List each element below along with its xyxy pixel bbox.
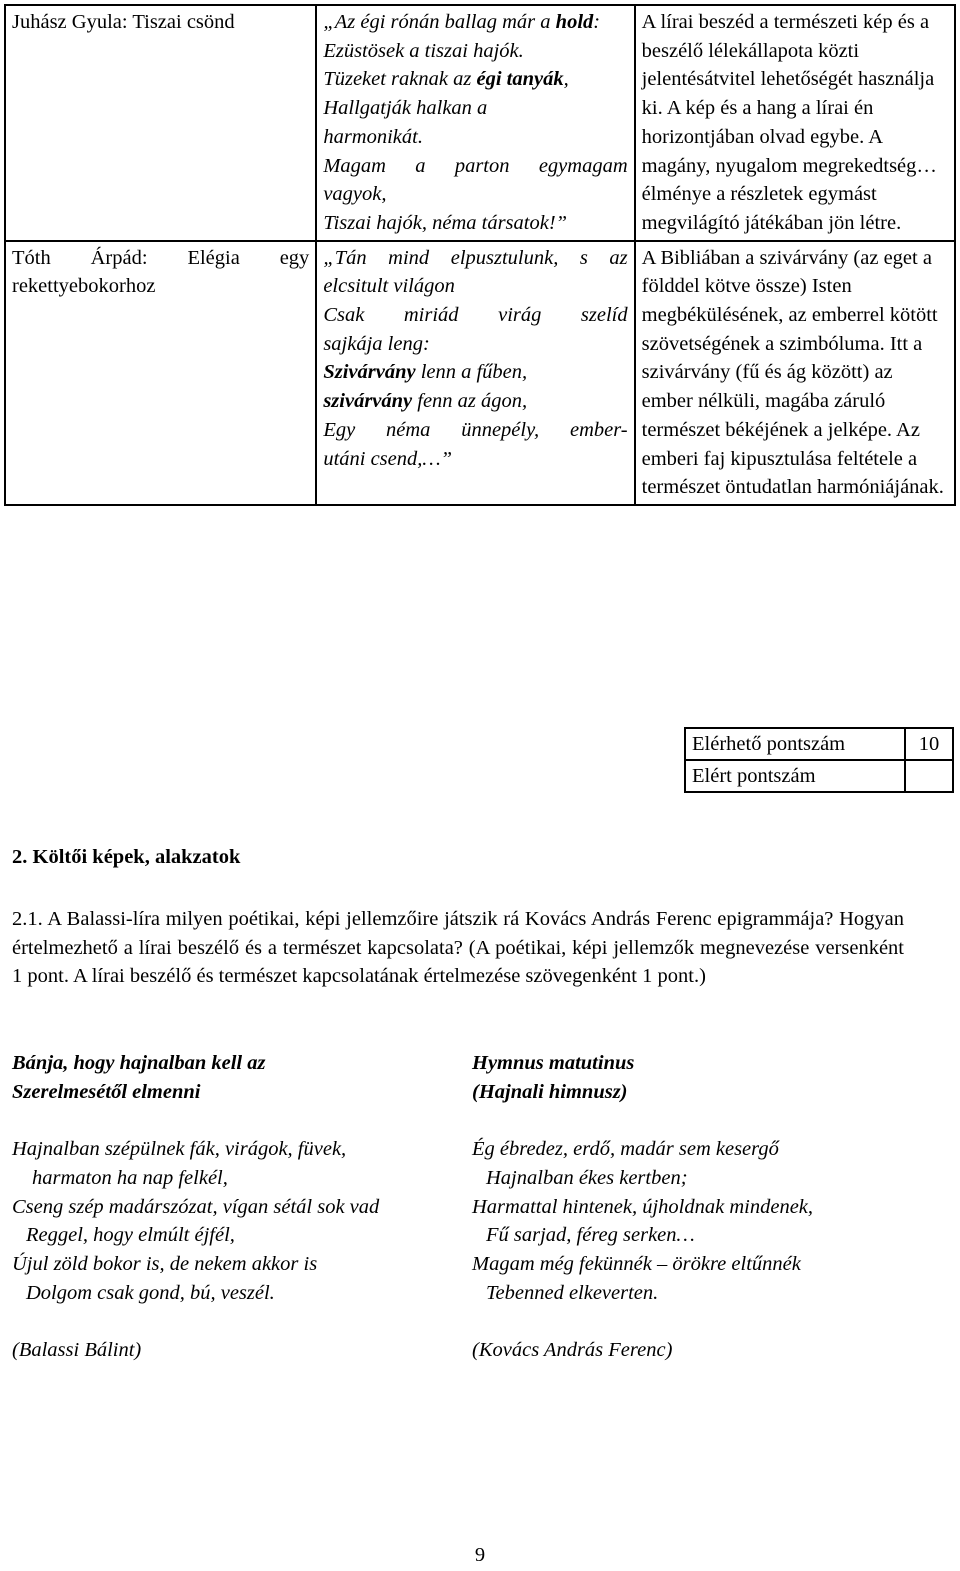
available-score-value: 10 (905, 728, 953, 760)
quote-text: sajkája leng: (323, 332, 430, 355)
poem-line: Fű sarjad, féreg serken… (486, 1224, 695, 1247)
quote-text: Hallgatják halkan a (323, 97, 488, 120)
poem-title-line: Bánja, hogy hajnalban kell az (12, 1052, 266, 1074)
score-available-row (685, 728, 953, 760)
comparison-table (4, 4, 956, 506)
quote-line (323, 65, 627, 94)
page-number: 9 (474, 1544, 486, 1566)
poem-line: Hajnalban ékes kertben; (486, 1166, 688, 1189)
quote-line (323, 94, 627, 123)
quote-text: : (593, 11, 601, 33)
quote-text: harmonikát. (323, 125, 423, 148)
quote-text: Ezüstösek a tiszai hajók. (323, 39, 524, 62)
quote-emphasis: Szivárvány (323, 361, 416, 384)
quote-text: „Az égi rónán ballag már a (323, 11, 556, 33)
quote-line (323, 330, 627, 359)
achieved-score-value[interactable] (905, 760, 953, 792)
work-title-cell: Tóth Árpád: Elégia egy rekettyebokorhoz (5, 241, 316, 505)
quote-text: fenn az ágon, (412, 390, 528, 413)
quote-line (323, 358, 627, 387)
poem-line: harmaton ha nap felkél, (32, 1166, 228, 1189)
work-title-cell: Juhász Gyula: Tiszai csönd (5, 5, 316, 241)
quote-text: elcsitult világon (323, 275, 455, 298)
task-text: 2.1. A Balassi-líra milyen poétikai, képi jellemzőire játszik rá Kovács András Ferenc epigrammája? Hogyan értelmezhető a lírai beszélő és a természet kapcsolata? (A poétikai, képi jellemzők megnevezése versenként 1 pont. A lírai beszélő és természet kapcsolatának értelmezése szövegenként 1 pont.) (12, 908, 904, 988)
quote-line (323, 445, 627, 474)
poem-kovacs (472, 1049, 942, 1365)
quote-line (323, 416, 627, 445)
poem-balassi (12, 1049, 467, 1365)
quote-text: lenn a fűben, (415, 361, 528, 384)
poem-line: Újul zöld bokor is, de nekem akkor is (12, 1252, 318, 1275)
quote-text: Egy néma ünnepély, ember- (323, 418, 628, 441)
quote-text: Tiszai hajók, néma társatok!” (323, 211, 568, 234)
available-score-label: Elérhető pontszám (685, 728, 905, 760)
poem-line: Ég ébredez, erdő, madár sem kesergő (472, 1138, 779, 1161)
interpretation-cell: A Bibliában a szivárvány (az eget a földdel kötve össze) Isten megbékülésének, az emberrel kötött szövetségének a szimbóluma. Itt a szivárvány (fű és ág között) az ember nélküli, magába záruló természet békéjének a jelképe. Az emberi faj kipusztulása feltétele a természet öntudatlan harmóniájának. (635, 241, 955, 505)
quote-emphasis: égi tanyák (476, 68, 564, 91)
poem-line: Cseng szép madárszózat, vígan sétál sok vad (12, 1195, 380, 1218)
quote-line (323, 152, 627, 181)
quote-line (323, 244, 627, 273)
poem-author: (Balassi Bálint) (12, 1339, 142, 1361)
poem-line: Harmattal hintenek, újholdnak mindenek, (472, 1195, 814, 1218)
quote-line (323, 301, 627, 330)
quote-line (323, 123, 627, 152)
quote-emphasis: szivárvány (323, 390, 413, 413)
quote-emphasis: hold (555, 11, 594, 33)
quote-line (323, 180, 627, 209)
quote-text: vagyok, (323, 183, 387, 206)
poem-author: (Kovács András Ferenc) (472, 1339, 673, 1361)
quote-line (323, 37, 627, 66)
poem-title-line: (Hajnali himnusz) (472, 1080, 628, 1103)
poem-line: Dolgom csak gond, bú, veszél. (26, 1281, 275, 1304)
interpretation-cell: A lírai beszéd a természeti kép és a beszélő lélekállapota közti jelentésátvitel lehetőségét használja ki. A kép és a hang a lírai én horizontjában olvad egybe. A magány, nyugalom megrekedtség…élménye a részletek egymást megvilágító játékában jön létre. (635, 5, 955, 241)
quote-text: „Tán mind elpusztulunk, s az (323, 246, 628, 269)
quote-line (323, 209, 627, 238)
poem-line: Magam még fekünnék – örökre eltűnnék (472, 1252, 801, 1275)
score-achieved-row (685, 760, 953, 792)
table-row (5, 5, 955, 241)
quote-text: utáni csend,…” (323, 447, 453, 470)
poem-line: Tebenned elkeverten. (486, 1281, 659, 1304)
quote-line (323, 272, 627, 301)
quote-text: , (563, 68, 569, 91)
table-row (5, 241, 955, 505)
quote-text: Tüzeket raknak az (323, 68, 477, 91)
quote-cell (316, 5, 634, 241)
achieved-score-label: Elért pontszám (685, 760, 905, 792)
quote-line (323, 387, 627, 416)
poem-line: Reggel, hogy elmúlt éjfél, (26, 1224, 235, 1247)
poem-title-line: Hymnus matutinus (472, 1052, 635, 1074)
quote-text: Csak miriád virág szelíd (323, 304, 628, 327)
poem-line: Hajnalban szépülnek fák, virágok, füvek, (12, 1138, 347, 1161)
quote-line (323, 8, 627, 37)
quote-cell (316, 241, 634, 505)
section-title: 2. Költői képek, alakzatok (12, 846, 241, 868)
poem-title-line: Szerelmesétől elmenni (12, 1080, 201, 1103)
quote-text: Magam a parton egymagam (323, 154, 628, 177)
score-table (684, 727, 954, 793)
